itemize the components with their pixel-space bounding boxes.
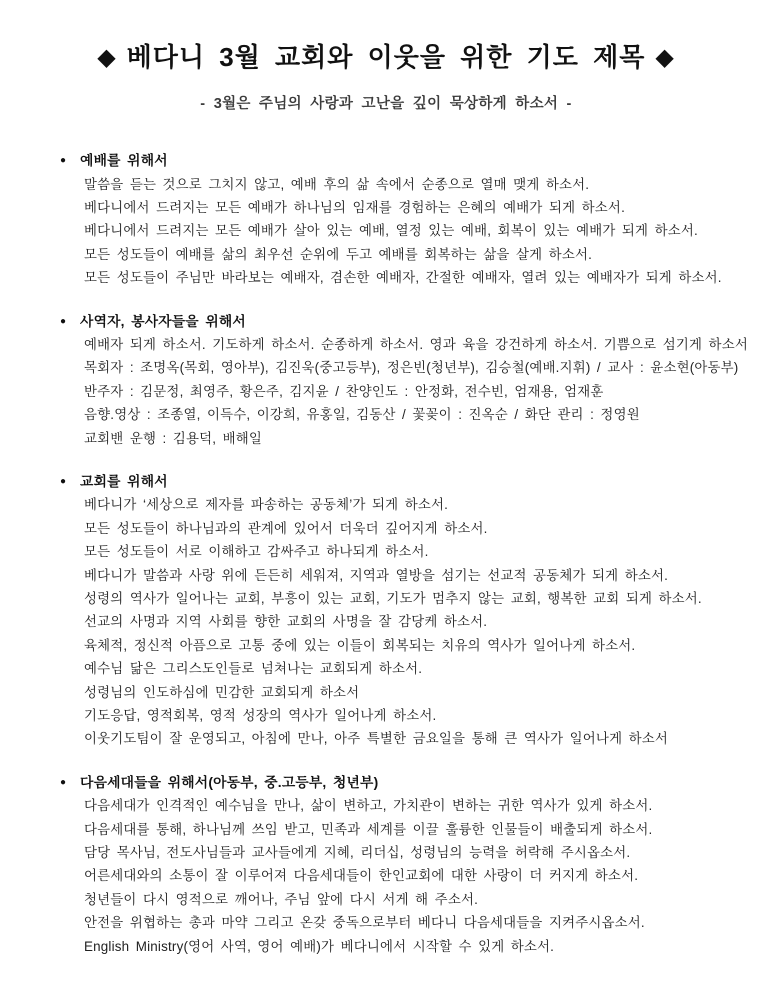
diamond-icon-left: ◆: [97, 44, 117, 71]
prayer-line: 모든 성도들이 하나님과의 관계에 있어서 더욱더 깊어지게 하소서.: [84, 520, 488, 536]
prayer-line: 담당 목사님, 전도사님들과 교사들에게 지혜, 리더십, 성령님의 능력을 허락해 주시옵소서.: [84, 845, 631, 861]
prayer-line: 음향.영상 : 조종열, 이득수, 이강희, 유홍일, 김동산 / 꽃꽂이 : 진옥순 / 화단 관리 : 정영원: [84, 407, 640, 423]
prayer-line: 말씀을 듣는 것으로 그치지 않고, 예배 후의 삶 속에서 순종으로 열매 맺게 하소서.: [84, 176, 590, 192]
prayer-line: 청년들이 다시 영적으로 깨어나, 주님 앞에 다시 서게 해 주소서.: [84, 891, 479, 907]
prayer-line: English Ministry(영어 사역, 영어 예배)가 베다니에서 시작할 수 있게 하소서.: [84, 938, 555, 954]
bullet-icon: ●: [60, 155, 67, 167]
section-title: 교회를 위해서: [80, 473, 168, 489]
prayer-line: 예배자 되게 하소서. 기도하게 하소서. 순종하게 하소서. 영과 육을 강건하게 하소서. 기쁨으로 섬기게 하소서: [84, 336, 748, 352]
section-header: [42, 149, 730, 172]
prayer-line: 성령의 역사가 일어나는 교회, 부흥이 있는 교회, 기도가 멈추지 않는 교회, 행복한 교회 되게 하소서.: [84, 591, 702, 606]
prayer-line: 이웃기도팀이 잘 운영되고, 아침에 만나, 아주 특별한 금요일을 통해 큰 역사가 일어나게 하소서: [84, 731, 669, 747]
prayer-line: 교회밴 운행 : 김용덕, 배해일: [84, 430, 263, 446]
prayer-line: 안전을 위협하는 총과 마약 그리고 온갖 중독으로부터 베다니 다음세대들을 지켜주시옵소서.: [84, 915, 645, 931]
bullet-icon: ●: [60, 315, 67, 327]
section-items: [42, 333, 748, 450]
page-title-text: 베다니 3월 교회와 이웃을 위한 기도 제목: [126, 42, 646, 72]
prayer-line: 예수님 닮은 그리스도인들로 넘쳐나는 교회되게 하소서.: [84, 661, 423, 677]
diamond-icon-right: ◆: [655, 44, 675, 71]
prayer-section-2: [42, 470, 730, 751]
prayer-sections: [42, 149, 748, 958]
prayer-line: 다음세대가 인격적인 예수님을 만나, 삶이 변하고, 가치관이 변하는 귀한 역사가 있게 하소서.: [84, 798, 653, 814]
section-header: [42, 470, 730, 493]
bullet-icon: ●: [60, 776, 67, 788]
section-items: [42, 173, 730, 290]
prayer-line: 다음세대를 통해, 하나님께 쓰임 받고, 민족과 세계를 이끌 훌륭한 인물들이 배출되게 하소서.: [84, 821, 653, 837]
section-header: [42, 310, 730, 333]
prayer-line: 모든 성도들이 주님만 바라보는 예배자, 겸손한 예배자, 간절한 예배자, 열려 있는 예배자가 되게 하소서.: [84, 270, 722, 286]
prayer-line: 모든 성도들이 서로 이해하고 감싸주고 하나되게 하소서.: [84, 544, 429, 560]
prayer-line: 어른세대와의 소통이 잘 이루어져 다음세대들이 한인교회에 대한 사랑이 더 커지게 하소서.: [84, 868, 639, 884]
prayer-section-3: [42, 771, 730, 958]
prayer-line: 베다니에서 드려지는 모든 예배가 하나님의 임재를 경험하는 은혜의 예배가 되게 하소서.: [84, 199, 625, 215]
prayer-line: 성령님의 인도하심에 민감한 교회되게 하소서: [84, 684, 360, 700]
prayer-section-0: [42, 149, 730, 289]
section-title: 사역자, 봉사자들을 위해서: [80, 313, 246, 329]
section-items: [42, 794, 730, 958]
section-items: [42, 493, 730, 750]
prayer-line: 베다니에서 드려지는 모든 예배가 살아 있는 예배, 열정 있는 예배, 회복이 있는 예배가 되게 하소서.: [84, 223, 698, 239]
document-header: [42, 40, 730, 113]
prayer-line: 육체적, 정신적 아픔으로 고통 중에 있는 이들이 회복되는 치유의 역사가 일어나게 하소서.: [84, 637, 636, 653]
bullet-icon: ●: [60, 475, 67, 487]
prayer-line: 베다니가 말씀과 사랑 위에 든든히 세워져, 지역과 열방을 섬기는 선교적 공동체가 되게 하소서.: [84, 567, 669, 583]
section-header: [42, 771, 730, 794]
prayer-line: 베다니가 ‘세상으로 제자를 파송하는 공동체’가 되게 하소서.: [84, 497, 449, 513]
prayer-line: 선교의 사명과 지역 사회를 향한 교회의 사명을 잘 감당케 하소서.: [84, 614, 488, 630]
prayer-line: 반주자 : 김문정, 최영주, 황은주, 김지윤 / 찬양인도 : 안정화, 전수빈, 엄재용, 엄재훈: [84, 383, 604, 399]
prayer-line: 목회자 : 조명옥(목회, 영아부), 김진욱(중고등부), 정은빈(청년부), 김승철(예배.지휘) / 교사 : 윤소현(아동부): [84, 360, 739, 376]
page-title: [42, 40, 730, 75]
page-subtitle: - 3월은 주님의 사랑과 고난을 깊이 묵상하게 하소서 -: [200, 96, 572, 113]
section-title: 다음세대들을 위해서(아동부, 중.고등부, 청년부): [80, 774, 379, 790]
prayer-line: 모든 성도들이 예배를 삶의 최우선 순위에 두고 예배를 회복하는 삶을 살게 하소서.: [84, 246, 593, 262]
prayer-section-1: [42, 310, 748, 450]
section-title: 예배를 위해서: [80, 153, 168, 169]
prayer-line: 기도응답, 영적회복, 영적 성장의 역사가 일어나게 하소서.: [84, 708, 437, 724]
